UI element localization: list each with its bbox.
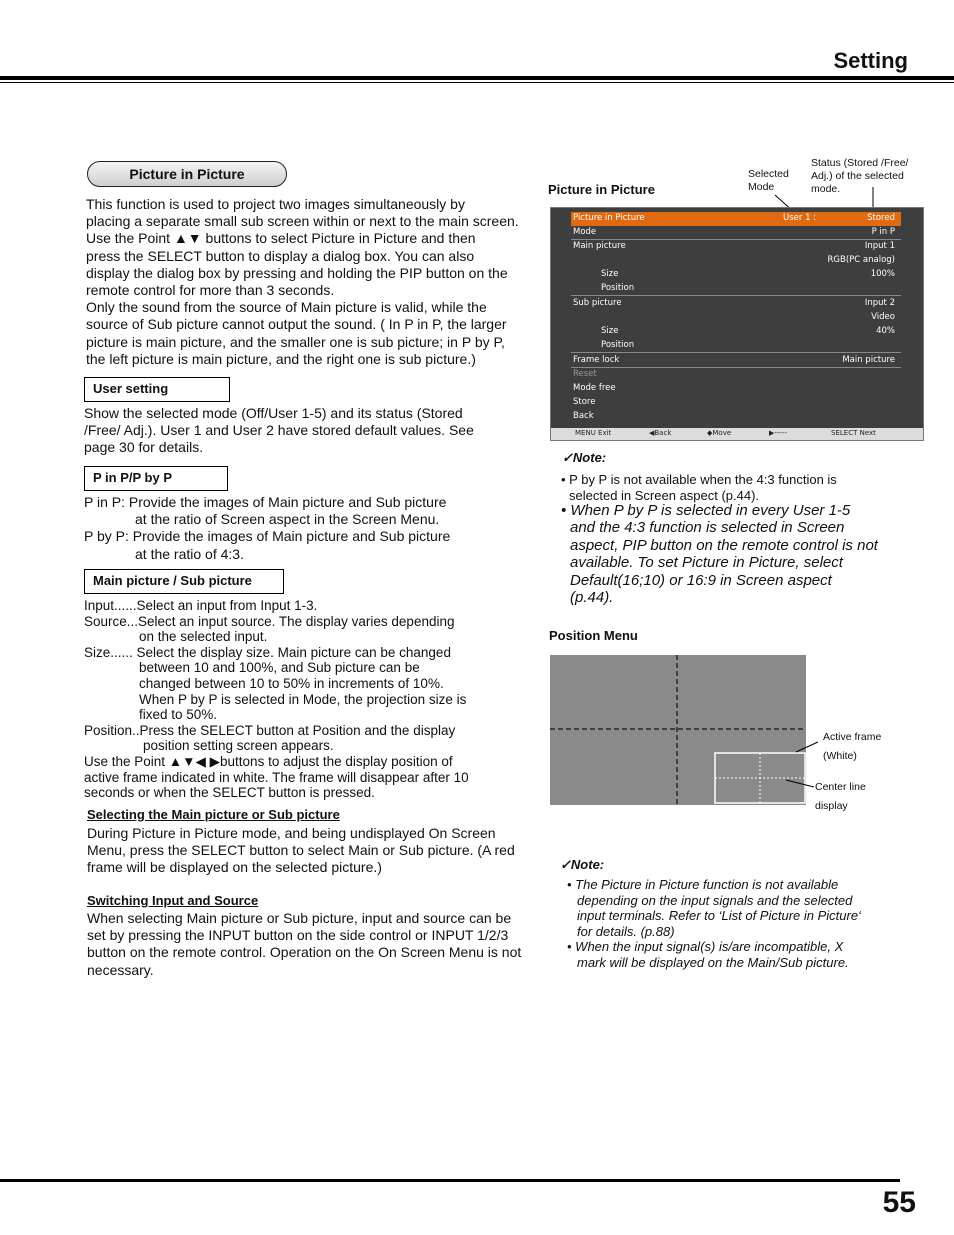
note2-list: • The Picture in Picture function is not available depending on the input signals and the selected input terminals. Refer to ‘List of Picture in Picture‘ for details. (p.88) • When the input signal(s) is/are incompatible, X mark will be displayed on the Main/Sub picture. — [567, 877, 861, 970]
switching-heading: Switching Input and Source — [87, 893, 259, 908]
callout-active-frame: Active frame (White) — [823, 731, 882, 762]
osd-row-frame-lock: Frame lock Main picture — [571, 354, 901, 368]
osd-row-main-source: RGB(PC analog) — [827, 255, 895, 265]
section-title: Setting — [833, 48, 908, 73]
osd-row-store: Store — [573, 397, 596, 407]
osd-row-mode-free: Mode free — [573, 383, 616, 393]
selecting-heading: Selecting the Main picture or Sub picture — [87, 807, 340, 822]
osd-row-main-size: Size 100% — [601, 269, 895, 279]
main-sub-label: Main picture / Sub picture — [84, 569, 284, 594]
position-caption: Position Menu — [549, 628, 638, 643]
osd-row-sub-size: Size 40% — [601, 326, 895, 336]
checkmark-icon: ✓ — [562, 450, 573, 465]
header-rule-thin — [0, 82, 954, 83]
pinp-text: P in P: Provide the images of Main picture and Sub picture at the ratio of Screen aspect in the Screen Menu. P by P: Provide the images of Main picture and Sub picture at the ratio of 4:3. — [84, 494, 451, 562]
position-menu-screen — [550, 655, 806, 805]
osd-title-row: Picture in Picture User 1 : Stored — [571, 212, 901, 226]
main-sub-text: Input......Select an input from Input 1-3. Source...Select an input source. The display varies depending on the selected input. Size...... Select the display size. Main picture can be changed between 10 and 100%, and Sub picture can be changed between 10 to 50% in increments of 10%. When P by P is selected in Mode, the projection size is fixed to 50%. Position..Press the SELECT button at Position and the display position setting screen appears. Use the Point ▲▼◀ ▶buttons to adjust the display position of active frame indicated in white. The frame will disappear after 10 seconds or when the SELECT button is pressed. — [84, 598, 469, 801]
osd-row-sub-picture: Sub picture Input 2 — [573, 298, 895, 308]
osd-row-sub-source: Video — [871, 312, 895, 322]
note1-italic: • When P by P is selected in every User 1-5 and the 4:3 function is selected in Screen aspect, PIP button on the remote control is not available. To set Picture in Picture, select Default(16;10) or 16:9 in Screen aspect (p.44). — [561, 502, 878, 607]
callout-selected-mode: Selected Mode — [748, 168, 789, 193]
footer-rule — [0, 1179, 900, 1182]
osd-row-main-position: Position — [571, 282, 901, 296]
note1-list: • P by P is not available when the 4:3 function is selected in Screen aspect (p.44). — [561, 472, 837, 503]
callout-center-line: Center line display — [815, 781, 866, 812]
position-grid — [550, 655, 806, 805]
selecting-text: During Picture in Picture mode, and being undisplayed On Screen Menu, press the SELECT button to select Main or Sub picture. (A red frame will be displayed on the selected picture.) — [87, 825, 515, 876]
pip-osd-menu — [550, 207, 924, 441]
osd-row-sub-position: Position — [571, 339, 901, 353]
header-rule — [0, 76, 954, 80]
osd-row-reset: Reset — [573, 369, 597, 379]
osd-row-mode: Mode P in P — [571, 226, 901, 240]
user-setting-text: Show the selected mode (Off/User 1-5) and its status (Stored /Free/ Adj.). User 1 and User 2 have stored default values. See page 30 for details. — [84, 405, 474, 456]
switching-text: When selecting Main picture or Sub picture, input and source can be set by pressing the INPUT button on the side control or INPUT 1/2/3 button on the remote control. Operation on the On Screen Menu is not necessary. — [87, 910, 522, 978]
note2-label: ✓Note: — [560, 857, 605, 872]
osd-row-back: Back — [573, 411, 594, 421]
user-setting-label: User setting — [84, 377, 230, 402]
intro-text: This function is used to project two images simultaneously by placing a separate small sub screen within or next to the main screen. Use the Point ▲▼ buttons to select Picture in Picture and then press the SELECT button to display a dialog box. You can also display the dialog box by pressing and holding the PIP button on the remote control for more than 3 seconds. Only the sound from the source of Main picture is valid, while the source of Sub picture cannot output the sound. ( In P in P, the larger picture is main picture, and the smaller one is sub picture; in P by P, the left picture is main picture, and the right one is sub picture.) — [86, 196, 519, 367]
callout-status: Status (Stored /Free/ Adj.) of the selected mode. — [811, 157, 909, 195]
position-callout-lines — [780, 740, 820, 800]
osd-row-main-picture: Main picture Input 1 — [573, 241, 895, 251]
note1-label: ✓Note: — [562, 450, 607, 465]
topic-pill: Picture in Picture — [87, 161, 287, 187]
checkmark-icon: ✓ — [560, 857, 571, 872]
osd-footer-bar: MENU Exit ◀Back ◆Move ▶----- SELECT Next — [551, 428, 923, 440]
pinp-label: P in P/P by P — [84, 466, 228, 491]
pip-caption: Picture in Picture — [548, 182, 655, 197]
page-number: 55 — [882, 1186, 916, 1219]
